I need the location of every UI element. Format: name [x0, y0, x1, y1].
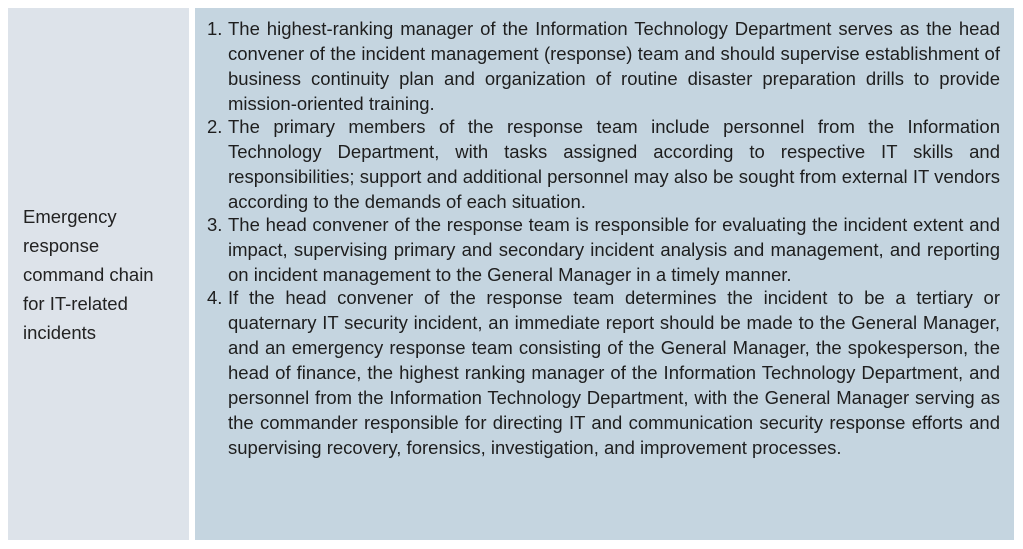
responsibility-list: [195, 16, 1000, 460]
item-number: 1.: [207, 18, 223, 39]
row-header-line: Emergency: [23, 205, 117, 227]
item-number: 2.: [207, 116, 223, 137]
content-cell: [195, 8, 1014, 540]
item-text: The highest-ranking manager of the Information Technology Department serves as the head convener of the incident management (response) team and should supervise establishment of business continuity plan and organization of routine disaster preparation drills to provide mission-oriented training.: [228, 18, 1000, 114]
row-header-line: response: [23, 234, 100, 256]
row-header-line: for IT-related: [23, 292, 128, 314]
list-item: [195, 285, 1000, 460]
list-item: [195, 114, 1000, 214]
list-item: [195, 212, 1000, 287]
row-header-line: incidents: [23, 321, 97, 343]
row-header-cell: [8, 8, 189, 540]
command-chain-table: [8, 8, 1014, 540]
row-header-line: command chain: [23, 263, 154, 285]
row-header-label: [23, 202, 154, 347]
list-item: [195, 16, 1000, 116]
item-number: 4.: [207, 287, 223, 308]
item-text: The primary members of the response team include personnel from the Information Technology Department, with tasks assigned according to respective IT skills and responsibilities; support and additional personnel may also be sought from external IT vendors according to the demands of each situation.: [228, 116, 1000, 212]
item-text: The head convener of the response team is responsible for evaluating the incident extent and impact, supervising primary and secondary incident analysis and management, and reporting on incident management to the General Manager in a timely manner.: [228, 214, 1000, 285]
item-number: 3.: [207, 214, 223, 235]
item-text: If the head convener of the response team determines the incident to be a tertiary or quaternary IT security incident, an immediate report should be made to the General Manager, and an emergency response team consisting of the General Manager, the spokesperson, the head of finance, the highest ranking manager of the Information Technology Department, and personnel from the Information Technology Department, with the General Manager serving as the commander responsible for directing IT and communication security response efforts and supervising recovery, forensics, investigation, and improvement processes.: [228, 287, 1000, 458]
